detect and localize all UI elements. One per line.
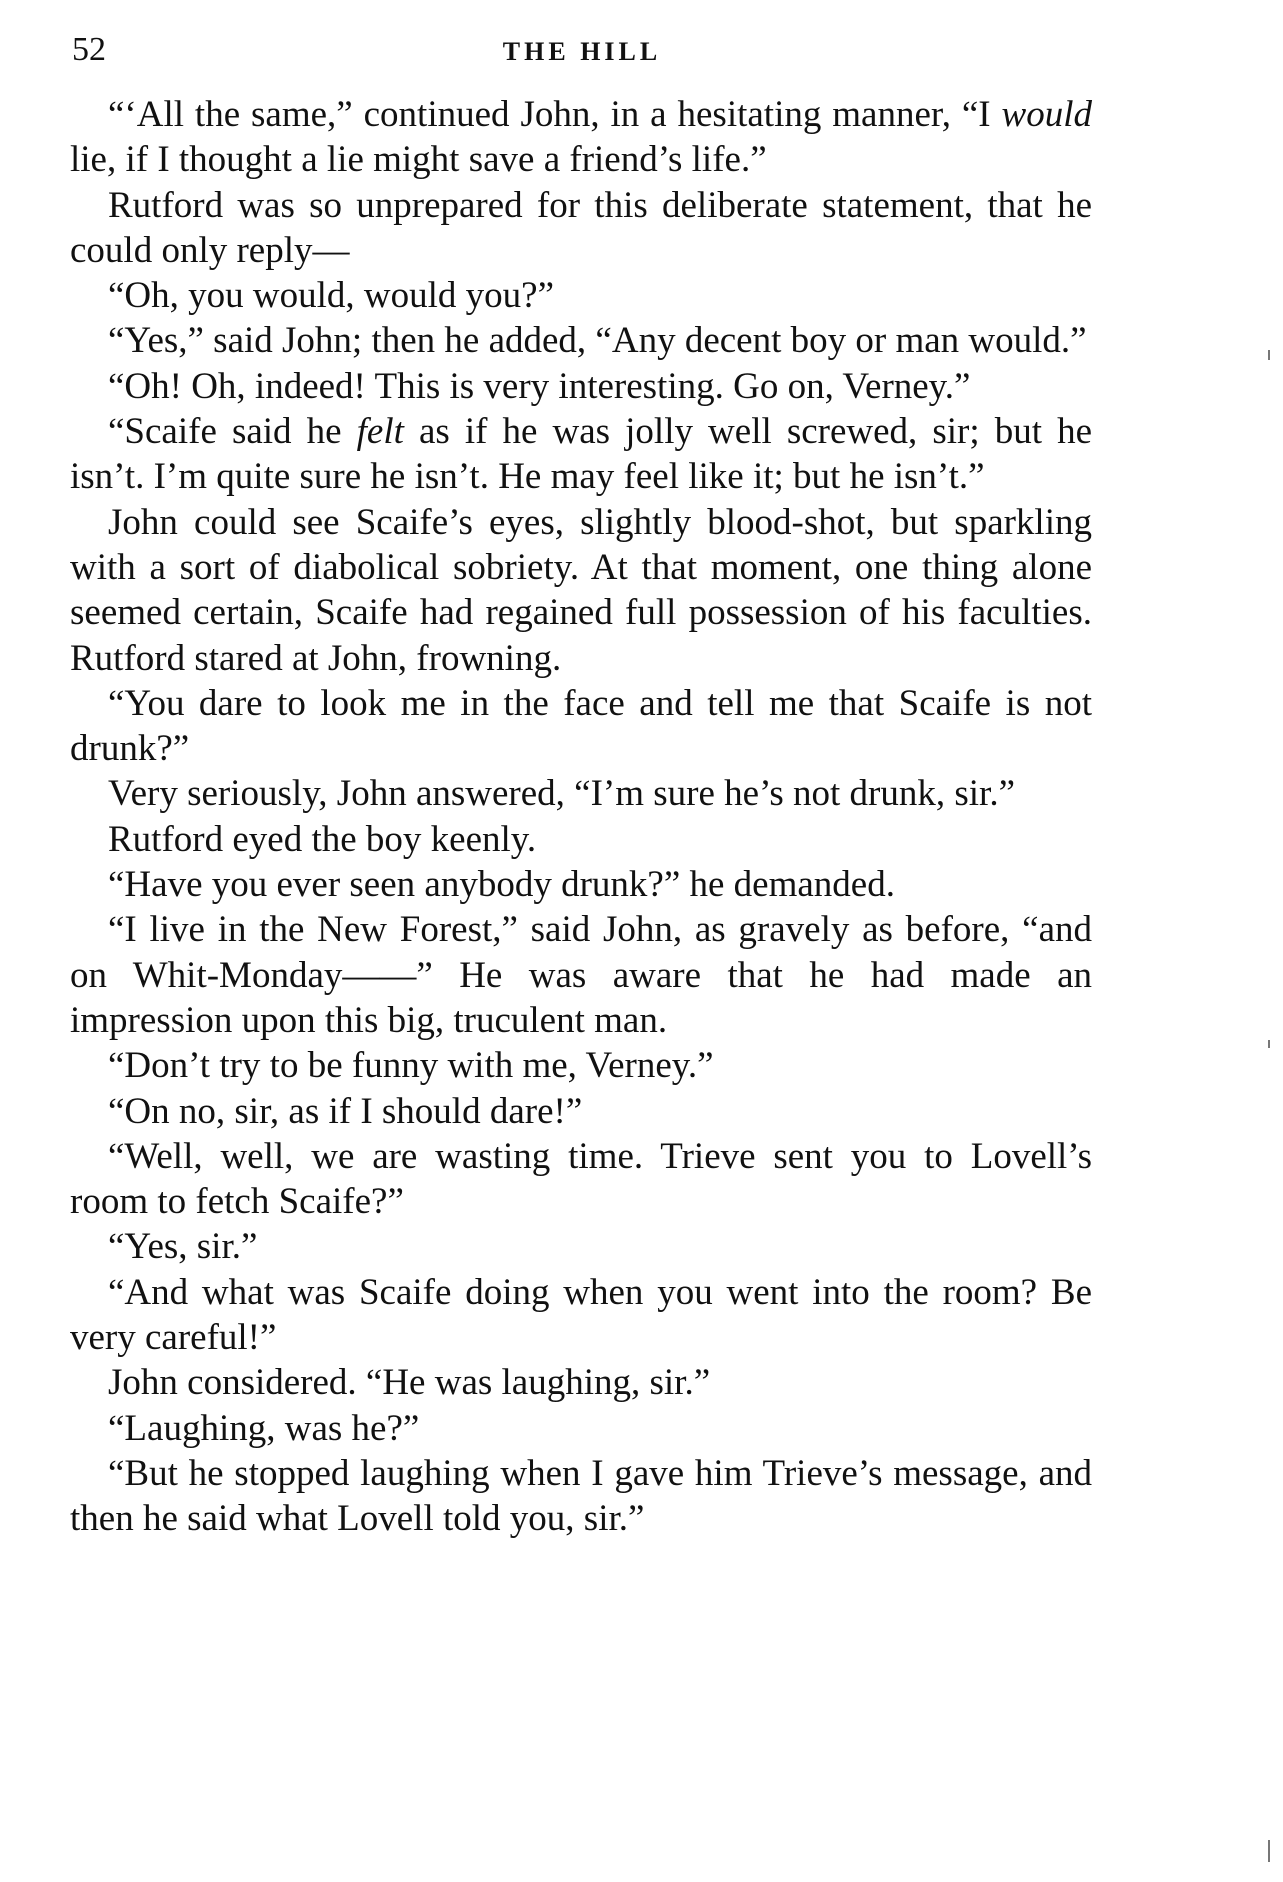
body-text <box>70 92 1092 1542</box>
paragraph <box>70 1043 1092 1088</box>
paragraph <box>70 409 1092 500</box>
paragraph <box>70 318 1092 363</box>
paragraph <box>70 273 1092 318</box>
text-run: John considered. “He was laughing, sir.” <box>108 1362 711 1404</box>
page-number: 52 <box>72 31 106 68</box>
scan-edge-mark <box>1268 1840 1270 1862</box>
paragraph <box>70 92 1092 183</box>
text-run: “Oh! Oh, indeed! This is very interesting. Go on, Verney.” <box>108 365 971 407</box>
text-run: Rutford eyed the boy keenly. <box>108 818 537 860</box>
paragraph <box>70 862 1092 907</box>
text-run: “Yes,” said John; then he added, “Any decent boy or man would.” <box>108 320 1087 362</box>
paragraph <box>70 1270 1092 1361</box>
text-run: “Have you ever seen anybody drunk?” he demanded. <box>108 864 895 906</box>
scan-edge-mark <box>1268 350 1270 360</box>
text-run: “‘All the same,” continued John, in a hesitating manner, “I <box>108 94 1002 135</box>
paragraph <box>70 1406 1092 1451</box>
text-run: “You dare to look me in the face and tell me that Scaife is not drunk?” <box>70 682 1092 770</box>
paragraph <box>70 1089 1092 1134</box>
text-run: “Don’t try to be funny with me, Verney.” <box>108 1045 714 1087</box>
paragraph <box>70 500 1092 681</box>
text-run: Very seriously, John answered, “I’m sure he’s not drunk, sir.” <box>108 773 1015 815</box>
paragraph <box>70 681 1092 772</box>
page-header <box>72 30 1092 70</box>
paragraph <box>70 364 1092 409</box>
running-title: THE HILL <box>502 37 662 66</box>
italic-text: felt <box>356 411 404 453</box>
text-run: “And what was Scaife doing when you went into the room? Be very careful!” <box>70 1271 1092 1359</box>
text-run: “Yes, sir.” <box>108 1226 258 1268</box>
text-run: as if he was jolly well screwed, sir; but he isn’t. I’m quite sure he isn’t. He may feel like it; but he isn’t.” <box>70 411 1092 498</box>
text-run: John could see Scaife’s eyes, slightly blood-shot, but sparkling with a sort of diabolical sobriety. At that moment, one thing alone seemed certain, Scaife had regained full possession of his faculties. Rutford stared at John, frowning. <box>70 501 1092 679</box>
text-run: “Oh, you would, would you?” <box>108 275 554 317</box>
paragraph <box>70 1224 1092 1269</box>
text-run: “Laughing, was he?” <box>108 1407 420 1449</box>
paragraph <box>70 1451 1092 1542</box>
text-run: Rutford was so unprepared for this deliberate statement, that he could only reply— <box>70 184 1092 271</box>
text-run: lie, if I thought a lie might save a friend’s life.” <box>70 139 767 181</box>
text-run: “I live in the New Forest,” said John, as gravely as before, “and on Whit-Monday——” He was aware that he had made an impression upon this big, truculent man. <box>70 909 1092 1041</box>
paragraph <box>70 1134 1092 1225</box>
paragraph <box>70 907 1092 1043</box>
text-run: “Well, well, we are wasting time. Trieve sent you to Lovell’s room to fetch Scaife?” <box>70 1135 1092 1223</box>
scan-edge-mark <box>1268 1040 1270 1048</box>
paragraph <box>70 817 1092 862</box>
paragraph <box>70 1360 1092 1405</box>
text-run: “Scaife said he <box>108 411 357 453</box>
text-run: “But he stopped laughing when I gave him Trieve’s message, and then he said what Lovell told you, sir.” <box>70 1452 1092 1540</box>
italic-text: would <box>1001 94 1092 135</box>
paragraph <box>70 183 1092 274</box>
paragraph <box>70 771 1092 816</box>
text-run: “On no, sir, as if I should dare!” <box>108 1090 583 1132</box>
